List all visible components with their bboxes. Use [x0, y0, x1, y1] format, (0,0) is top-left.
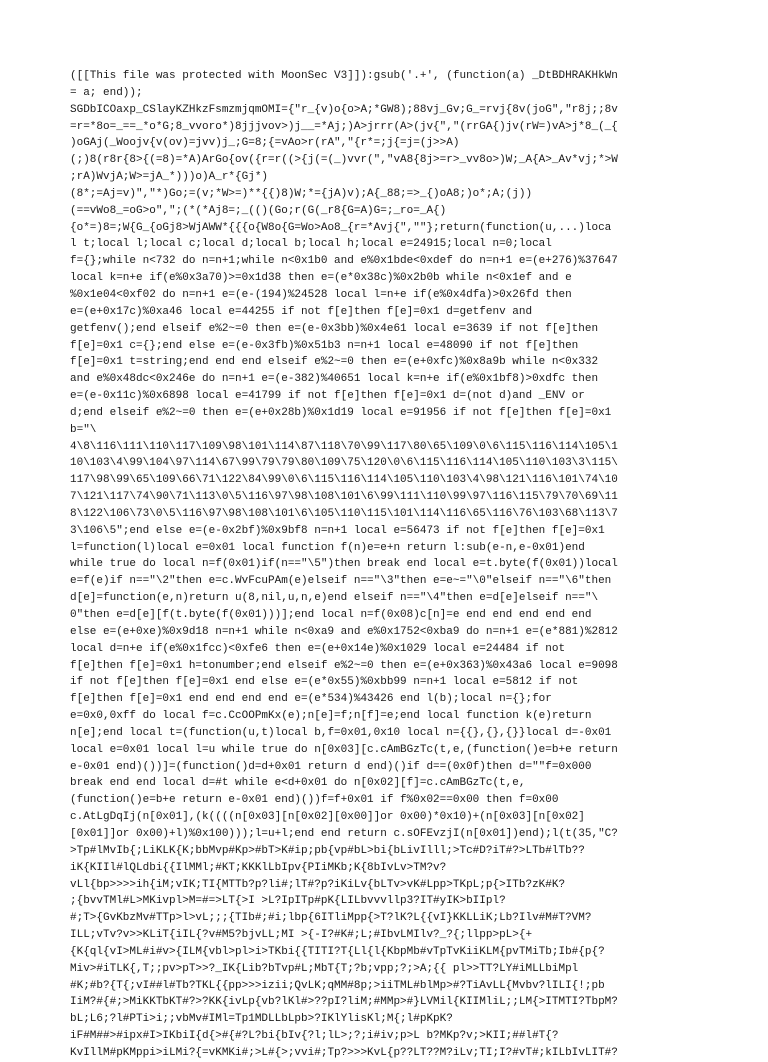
- text-line: e=0x0,0xff do local f=c.CcOOPmKx(e);n[e]=f;n[f]=e;end local function k(e)return: [70, 710, 592, 723]
- text-line: 117\98\99\65\109\66\71\122\84\99\0\6\115\116\114\105\110\103\4\98\121\116\101\74\10: [70, 474, 618, 487]
- text-line: e=(e+0x17c)%0xa46 local e=44255 if not f[e]then f[e]=0x1 d=getfenv and: [70, 305, 533, 318]
- text-line: = a; end));: [70, 86, 143, 99]
- text-line: local k=n+e if(e%0x3a70)>=0x1d38 then e=(e*0x38c)%0x2b0b while n<0x1ef and e: [70, 272, 572, 285]
- text-line: 10\103\4\99\104\97\114\67\99\79\79\80\109\75\120\0\6\115\116\114\105\110\103\3\115\: [70, 457, 618, 470]
- text-line: 0"then e=d[e][f(t.byte(f(0x01)))];end local n=f(0x08)c[n]=e end end end end end: [70, 609, 592, 621]
- text-line: (==vWo8_=oG>o",";(*(*Aj8=;_(()(Go;r(G(_r8{G=A)G=;_ro=_A{): [70, 204, 447, 217]
- text-line: f[e]then f[e]=0x1 h=tonumber;end elseif e%2~=0 then e=(e+0x363)%0x43a6 local e=9098: [70, 659, 618, 672]
- text-line: SGDbICOaxp_CSlayKZHkzFsmzmjqmOMI={"r_{v)o{o>A;*GW8);88vj_Gv;G_=rvj{8v(joG","r8j;;8v: [70, 103, 618, 116]
- text-line: d[e]=function(e,n)return u(8,nil,u,n,e)end elseif n=="\4"then e=d[e]elseif n=="\: [70, 592, 599, 605]
- text-line: 8\122\106\73\0\5\116\97\98\108\101\6\105\110\115\101\114\116\65\116\76\103\68\113\7: [70, 507, 618, 520]
- text-line: e=f(e)if n=="\2"then e=c.WvFcuPAm(e)elseif n=="\3"then e=e~="\0"elseif n=="\6"then: [70, 575, 612, 588]
- text-line: and e%0x48dc<0x246e do n=n+1 e=(e-382)%40651 local k=n+e if(e%0x1bf8)>0xdfc then: [70, 373, 599, 386]
- text-line: f[e]then f[e]=0x1 end end end end e=(e*534)%43426 end l(b);local n={};for: [70, 693, 552, 706]
- text-line: f={};while n<732 do n=n+1;while n<0x1b0 and e%0x1bde<0xdef do n=n+1 e=(e+276)%37647: [70, 255, 618, 268]
- text-line: [0x01]]or 0x00)+l)%0x100)));l=u+l;end end return c.sOFEvzjI(n[0x01])end);l(t(35,"C?: [70, 827, 618, 840]
- text-line: l t;local l;local c;local d;local b;local h;local e=24915;local n=0;local: [70, 238, 552, 251]
- text-line: {o*=)8=;W{G_{oGj8>WjAWW*{{{o{W8o{G=Wo>Ao8_{r=*Avj{",""};return(function(u,...)loca: [70, 221, 612, 234]
- text-line: ;{bvvTMl#L>MKivpl>M=#=>LT{>I >L?IpITp#pK{LILbvvvllp3?IT#yIK>bIIpl?: [70, 895, 506, 908]
- text-line: local e=0x01 local l=u while true do n[0x03][c.cAmBGzTc(t,e,(function()e=b+e return: [70, 743, 618, 756]
- text-line: =r=*8o=_==_*o*G;8_vvoro*)8jjjvov>)j__=*Aj;)A>jrrr(A>(jv{","(rrGA{)jv(rW=)vA>j*8_(_{: [70, 120, 618, 133]
- text-line: #K;#b?{T{;vI##l#Tb?TKL{{pp>>>izii;QvLK;qMM#8p;>iiTML#blMp>#?TiAvLL{Mvbv?lILI{!;pb: [70, 979, 605, 992]
- text-line: 7\121\117\74\90\71\113\0\5\116\97\98\108\101\6\99\111\110\99\97\116\115\79\70\69\11: [70, 491, 618, 504]
- text-line: {K{ql{vI>ML#i#v>{ILM{vbl>pl>i>TKbi{{TITI?T{Ll{l{KbpMb#vTpTvKiiKLM{pvTMiTb;Ib#{p{?: [70, 945, 605, 958]
- text-line: e=(e-0x11c)%0x6898 local e=41799 if not f[e]then f[e]=0x1 d=(not d)and _ENV or: [70, 390, 585, 403]
- text-line: local d=n+e if(e%0x1fcc)<0xfe6 then e=(e+0x14e)%0x1029 local e=24484 if not: [70, 642, 566, 655]
- text-line: b="\: [70, 423, 97, 436]
- text-line: %0x1e04<0xf02 do n=n+1 e=(e-(194)%24528 local l=n+e if(e%0x4dfa)>0x26fd then: [70, 288, 572, 301]
- text-line: l=function(l)local e=0x01 local function f(n)e=e+n return l:sub(e-n,e-0x01)end: [70, 541, 585, 554]
- text-line: while true do local n=f(0x01)if(n=="\5")then break end local e=t.byte(f(0x01))local: [70, 558, 618, 571]
- text-line: #;T>{GvKbzMv#TTp>l>vL;;;{TIb#;#i;lbp{6ITliMpp{>T?lK?L{{vI}KKLLiK;Lb?Ilv#M#T?VM?: [70, 912, 592, 925]
- text-line: getfenv();end elseif e%2~=0 then e=(e-0x3bb)%0x4e61 local e=3639 if not f[e]then: [70, 322, 599, 335]
- text-line: 3\106\5";end else e=(e-0x2bf)%0x9bf8 n=n+1 local e=56473 if not f[e]then f[e]=0x1: [70, 524, 605, 537]
- text-line: c.AtLgDqIj(n[0x01],(k((((n[0x03][n[0x02][0x00]]or 0x00)*0x10)+(n[0x03][n[0x02]: [70, 811, 585, 824]
- text-line: ;rA)WvjA;W>=jA_*)))o)A_r*{Gj*): [70, 171, 269, 184]
- text-line: Miv>#iTLK{,T;;pv>pT>>?_IK{Lib?bTvp#L;MbT{T;?b;vpp;?;>A;{{ pl>>TT?LY#iMLLbiMpl: [70, 962, 579, 975]
- text-line: vLl{bp>>>>ih{iM;vIK;TI{MTTb?p?li#;lT#?p?iKiLv{bLTv>vK#Lpp>TKpL;p{>ITb?zK#K?: [70, 878, 566, 891]
- text-line: n[e];end local t=(function(u,t)local b,f=0x01,0x10 local n={{},{},{}}local d=-0x01: [70, 726, 612, 739]
- text-line: bL;L6;?l#PTi>i;;vbMv#IMl=Tp1MDLLbLpb>?IKlYlisKl;M{;l#pKpK?: [70, 1013, 453, 1026]
- text-line: break end end local d=#t while e<d+0x01 do n[0x02][f]=c.cAmBGzTc(t,e,: [70, 777, 526, 790]
- document-text: [70, 68, 700, 1062]
- text-line: )oGAj(_Woojv{v(ov)=jvv)j_;G=8;{=vAo>r(rA","{r*=;j{=j=(j>>A): [70, 137, 460, 150]
- text-line: (;)8(r8r{8>{(=8)=*A)ArGo{ov({r=r((>{j(=(_)vvr(","vA8{8j>=r>_vv8o>)W;_A{A>_Av*vj;*>W: [70, 154, 618, 167]
- text-line: e-0x01 end)())]=(function()d=d+0x01 return d end)()if d==(0x0f)then d=""f=0x000: [70, 760, 592, 773]
- text-line: f[e]=0x1 c={};end else e=(e-0x3fb)%0x51b3 n=n+1 local e=48090 if not f[e]then: [70, 339, 579, 352]
- text-line: (8*;=Aj=v)","*)Go;=(v;*W>=)**{{)8)W;*={jA)v);A{_88;=>_{)oA8;)o*;A;(j)): [70, 187, 533, 200]
- text-line: ILL;vTv?v>>KLiT{iIL{?v#M5?bjvLL;MI >{-I?#K#;L;#IbvLMIlv?_?{;llpp>pL>{+: [70, 929, 533, 942]
- text-line: IiM?#{#;>MiKKTbKT#?>?KK{ivLp{vb?lKl#>??pI?liM;#MMp>#}LVMil{KIIMliL;;LM{>ITMTI?TbpM?: [70, 996, 618, 1009]
- text-line: if not f[e]then f[e]=0x1 end else e=(e*0x55)%0xbb99 n=n+1 local e=5812 if not: [70, 676, 579, 689]
- text-line: (function()e=b+e return e-0x01 end)())f=f+0x01 if f%0x02==0x00 then f=0x00: [70, 794, 559, 807]
- text-line: f[e]=0x1 t=string;end end end elseif e%2~=0 then e=(e+0xfc)%0x8a9b while n<0x332: [70, 356, 599, 369]
- text-line: else e=(e+0xe)%0x9d18 n=n+1 while n<0xa9 and e%0x1752<0xba9 do n=n+1 e=(e*881)%2812: [70, 625, 618, 638]
- text-line: ([[This file was protected with MoonSec V3]]):gsub('.+', (function(a) _DtBDHRAKHkWn: [70, 70, 618, 82]
- text-line: d;end elseif e%2~=0 then e=(e+0x28b)%0x1d19 local e=91956 if not f[e]then f[e]=0x1: [70, 406, 612, 419]
- text-line: >Tp#lMvIb{;LiKLK{K;bbMvp#Kp>#bT>K#ip;pb{vp#bL>bi{bLivIlll;>Tc#D?iT#?>LTb#lTb??: [70, 844, 585, 857]
- text-line: 4\8\116\111\110\117\109\98\101\114\87\118\70\99\117\80\65\109\0\6\115\116\114\105\1: [70, 440, 618, 453]
- text-line: KvIllM#pKMppi>iLMi?{=vKMKi#;>L#{>;vvi#;Tp?>>>KvL{p??LT??M?iLv;TI;I?#vT#;kILbIvLIT#?: [70, 1046, 618, 1059]
- text-line: iF#M##>#ipx#I>IKbiI{d{>#{#?L?bi{bIv{?l;lL>;?;i#iv;p>L b?MKp?v;>KII;##l#T{?: [70, 1030, 559, 1043]
- text-line: iK{KIIl#lQLdbi{{IlMMl;#KT;KKKlLbIpv{PIiMKb;K{8bIvLv>TM?v?: [70, 861, 447, 874]
